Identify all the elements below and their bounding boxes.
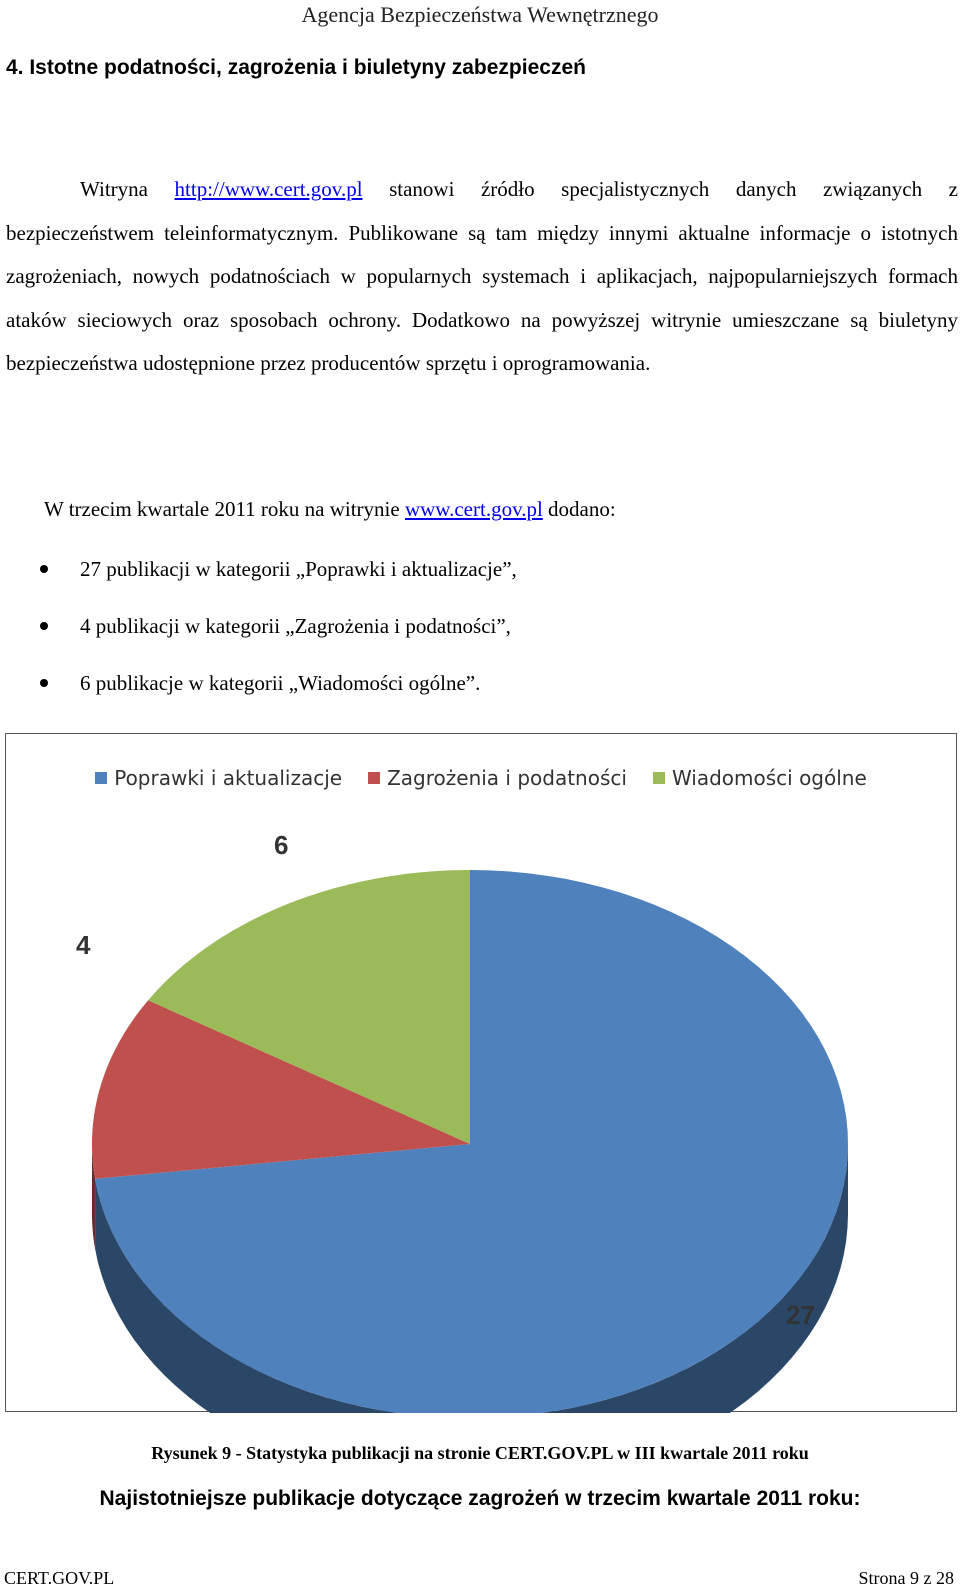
legend-label: Zagrożenia i podatności bbox=[387, 766, 627, 790]
bullet-list bbox=[0, 547, 517, 718]
section-title: 4. Istotne podatności, zagrożenia i biuletyny zabezpieczeń bbox=[6, 56, 586, 79]
figure-caption: Rysunek 9 - Statystyka publikacji na stronie CERT.GOV.PL w III kwartale 2011 roku bbox=[151, 1443, 809, 1463]
cert-link[interactable]: http://www.cert.gov.pl bbox=[174, 177, 363, 201]
list-item: 6 publikacje w kategorii „Wiadomości ogólne”. bbox=[0, 661, 517, 718]
list-item: 4 publikacji w kategorii „Zagrożenia i podatności”, bbox=[0, 604, 517, 661]
pie-data-label-0: 27 bbox=[786, 1300, 815, 1330]
cert-www-link[interactable]: www.cert.gov.pl bbox=[404, 497, 543, 521]
page-header: Agencja Bezpieczeństwa Wewnętrznego bbox=[301, 2, 659, 27]
body-paragraph bbox=[6, 168, 958, 386]
pie-data-label-1: 4 bbox=[76, 930, 91, 960]
pie-chart-canvas bbox=[6, 734, 958, 1413]
pie-chart bbox=[5, 733, 957, 1412]
list-item: 27 publikacji w kategorii „Poprawki i aktualizacje”, bbox=[0, 547, 517, 604]
intro-text-after: dodano: bbox=[542, 497, 616, 521]
intro-text-before: W trzecim kwartale 2011 roku na witrynie bbox=[44, 497, 405, 521]
subsection-heading: Najistotniejsze publikacje dotyczące zagrożeń w trzecim kwartale 2011 roku: bbox=[99, 1487, 861, 1510]
para-text-before: Witryna bbox=[80, 177, 175, 201]
para-text-after: stanowi źródło specjalistycznych danych związanych z bezpieczeństwem teleinformatycznym. Publikowane są tam między innymi aktualne informacje o istotnych zagrożeniach, nowych podatnościach w popularnych systemach i aplikacjach, najpopularniejszych formach ataków sieciowych oraz sposobach ochrony. Dodatkowo na powyższej witrynie umieszczane są biuletyny bezpieczeństwa udostępnione przez producentów sprzętu i oprogramowania. bbox=[6, 177, 959, 375]
intro-line bbox=[44, 497, 616, 522]
pie-data-label-2: 6 bbox=[274, 830, 289, 860]
legend-label: Poprawki i aktualizacje bbox=[114, 766, 343, 790]
footer-left: CERT.GOV.PL bbox=[4, 1568, 115, 1588]
legend-label: Wiadomości ogólne bbox=[671, 766, 867, 790]
footer-right: Strona 9 z 28 bbox=[858, 1568, 954, 1588]
